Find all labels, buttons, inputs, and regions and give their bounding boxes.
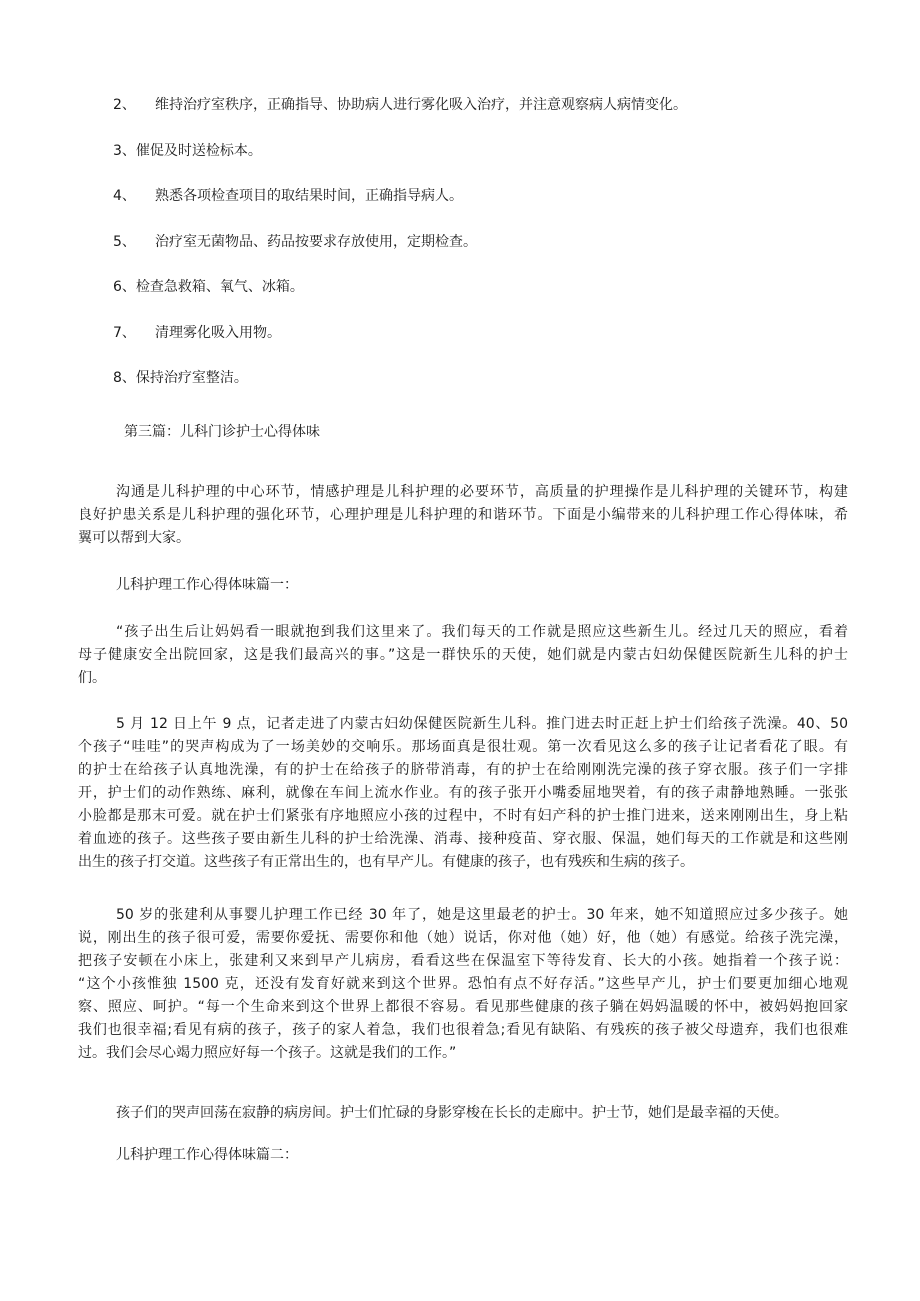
list-item-number: 2、	[113, 97, 136, 113]
paragraph-line: 良好护患关系是儿科护理的强化环节，心理护理是儿科护理的和谐环节。下面是小编带来的儿科护理工作心得体味，希	[78, 507, 848, 523]
list-item-text: 治疗室无菌物品、药品按要求存放使用，定期检查。	[155, 234, 477, 250]
paragraph-line: 开，护士们的动作熟练、麻利，就像在车间上流水作业。有的孩子张开小嘴委屈地哭着，有的孩子肃静地熟睡。一张张	[78, 785, 848, 801]
report-paragraph	[78, 713, 848, 874]
paragraph-line: 察、照应、呵护。“每一个生命来到这个世界上都很不容易。看见那些健康的孩子躺在妈妈温暖的怀中，被妈妈抱回家	[78, 999, 848, 1015]
paragraph-line: 5 月 12 日上午 9 点，记者走进了内蒙古妇幼保健医院新生儿科。推门进去时正赶上护士们给孩子洗澡。40、50	[116, 716, 848, 732]
list-item-number: 8、	[113, 370, 136, 386]
paragraph-line: 我们也很幸福;看见有病的孩子，孩子的家人着急，我们也很着急;看见有缺陷、有残疾的孩子被父母遗弃，我们也很难	[78, 1022, 848, 1038]
paragraph-line: 们。	[78, 670, 106, 686]
part-heading: 儿科护理工作心得体味篇一：	[116, 577, 298, 593]
paragraph-line: 着血迹的孩子。这些孩子要由新生儿科的护士给洗澡、消毒、接种疫苗、穿衣服、保温，她们每天的工作就是和这些刚	[78, 831, 848, 847]
list-item-number: 4、	[113, 188, 136, 204]
paragraph-line: “这个小孩惟独 1500 克，还没有发育好就来到这个世界。恐怕有点不好存活。”这些早产儿，护士们要更加细心地观	[78, 976, 848, 992]
list-item	[113, 277, 304, 297]
list-item-text: 催促及时送检标本。	[135, 143, 262, 159]
paragraph-line: 出生的孩子打交道。这些孩子有正常出生的，也有早产儿。有健康的孩子，也有残疾和生病的孩子。	[78, 854, 694, 870]
paragraph-line: “孩子出生后让妈妈看一眼就抱到我们这里来了。我们每天的工作就是照应这些新生儿。经过几天的照应，看着	[116, 624, 848, 640]
list-item-number: 3、	[113, 143, 136, 159]
quote-paragraph	[78, 621, 848, 690]
paragraph-line: 50 岁的张建利从事婴儿护理工作已经 30 年了，她是这里最老的护士。30 年来，她不知道照应过多少孩子。她	[116, 907, 848, 923]
paragraph-line: 母子健康安全出院回家，这是我们最高兴的事。”这是一群快乐的天使，她们就是内蒙古妇幼保健医院新生儿科的护士	[78, 647, 848, 663]
paragraph-line: 沟通是儿科护理的中心环节，情感护理是儿科护理的必要环节，高质量的护理操作是儿科护理的关键环节，构建	[116, 484, 848, 500]
part-heading: 儿科护理工作心得体味篇二：	[116, 1147, 298, 1163]
paragraph-line: 小脸都是那末可爱。就在护士们紧张有序地照应小孩的过程中，不时有妇产科的护士推门进来，送来刚刚出生，身上粘	[78, 808, 848, 824]
intro-paragraph	[78, 481, 848, 550]
list-item-text: 保持治疗室整洁。	[135, 370, 248, 386]
paragraph-line: 把孩子安顿在小床上，张建利又来到早产儿病房，看看这些在保温室下等待发育、长大的小孩。她指着一个孩子说：	[78, 953, 848, 969]
paragraph-line: 的护士在给孩子认真地洗澡，有的护士在给孩子的脐带消毒，有的护士在给刚刚洗完澡的孩子穿衣服。孩子们一字排	[78, 762, 848, 778]
list-item	[113, 368, 248, 388]
list-item	[113, 95, 687, 115]
paragraph-line: 翼可以帮到大家。	[78, 530, 190, 546]
paragraph-line: 说，刚出生的孩子很可爱，需要你爱抚、需要你和他（她）说话，你对他（她）好，他（她）有感觉。给孩子洗完澡，	[78, 930, 848, 946]
list-item-text: 清理雾化吸入用物。	[155, 325, 281, 341]
closing-paragraph: 孩子们的哭声回荡在寂静的病房间。护士们忙碌的身影穿梭在长长的走廊中。护士节，她们是最幸福的天使。	[116, 1105, 788, 1121]
paragraph-line: 个孩子“哇哇”的哭声构成为了一场美妙的交响乐。那场面真是很壮观。第一次看见这么多的孩子让记者看花了眼。有	[78, 739, 848, 755]
list-item-number: 6、	[113, 279, 136, 295]
list-item-text: 熟悉各项检查项目的取结果时间，正确指导病人。	[155, 188, 463, 204]
list-item-text: 检查急救箱、氧气、冰箱。	[135, 279, 304, 295]
list-item-number: 7、	[113, 325, 136, 341]
list-item	[113, 323, 281, 343]
paragraph-line: 过。我们会尽心竭力照应好每一个孩子。这就是我们的工作。”	[78, 1045, 457, 1061]
list-item	[113, 232, 477, 252]
section-title: 第三篇：儿科门诊护士心得体味	[124, 424, 320, 440]
list-item-number: 5、	[113, 234, 136, 250]
list-item	[113, 141, 262, 161]
list-item	[113, 186, 463, 206]
interview-paragraph	[78, 904, 848, 1065]
list-item-text: 维持治疗室秩序，正确指导、协助病人进行雾化吸入治疗，并注意观察病人病情变化。	[155, 97, 687, 113]
